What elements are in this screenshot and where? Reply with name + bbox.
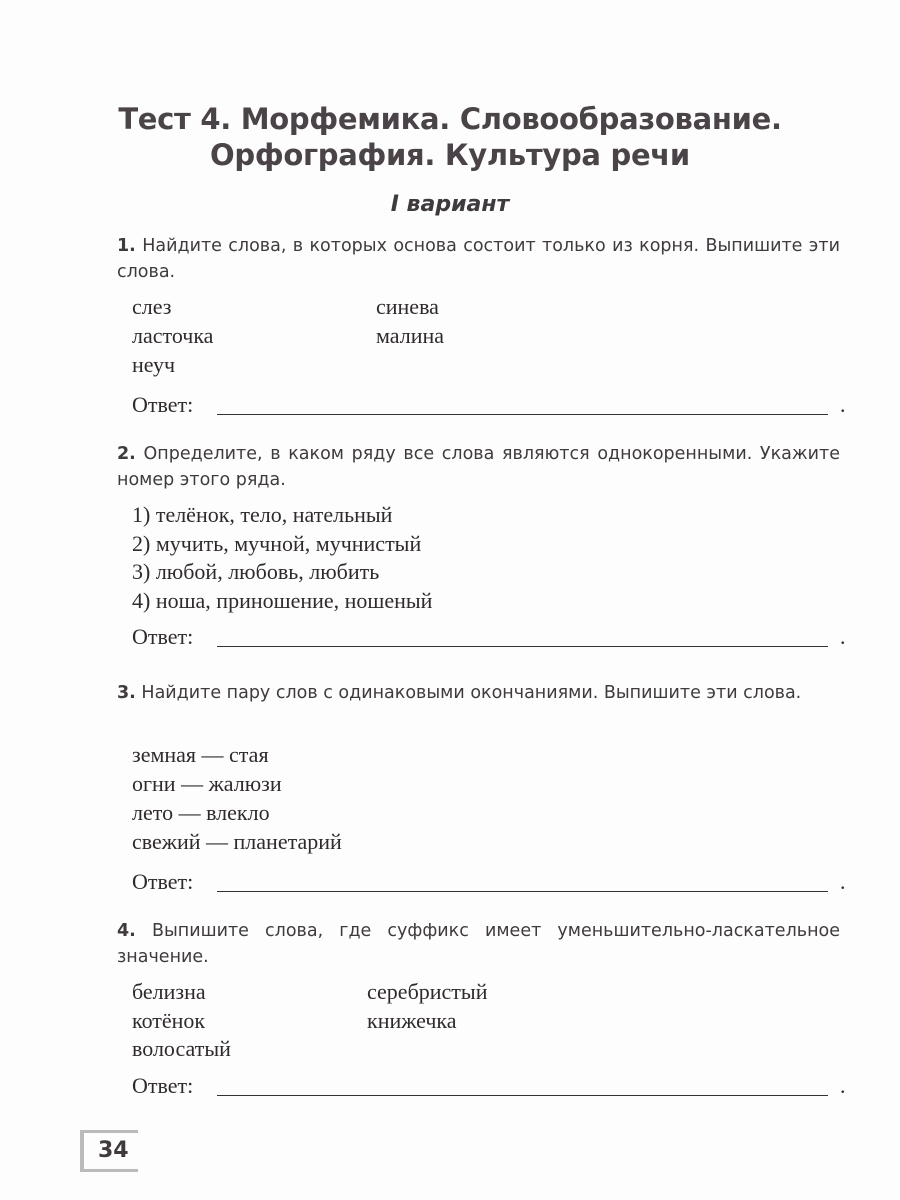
test-title-line2: Орфография. Культура речи <box>210 138 690 172</box>
answer-label: Ответ: <box>132 392 194 417</box>
word: малина <box>376 323 445 348</box>
page-number: 34 <box>80 1130 138 1172</box>
task-instruction: Выпишите слова, где суффикс имеет уменьшительно-ласкательное значение. <box>117 921 840 967</box>
answer-label: Ответ: <box>132 869 194 894</box>
word-pair: огни — жалюзи <box>132 771 282 796</box>
word: синева <box>376 294 439 319</box>
word: книжечка <box>367 1008 457 1033</box>
task-4-text <box>117 918 840 970</box>
task-2-text <box>117 441 840 493</box>
word-pair: свежий — планетарий <box>132 829 342 854</box>
variant-heading: I вариант <box>390 192 510 217</box>
word: белизна <box>132 979 206 1004</box>
word-pair: земная — стая <box>132 742 269 767</box>
option: 4) ноша, приношение, ношеный <box>132 588 433 613</box>
answer-label: Ответ: <box>132 624 194 649</box>
word: волосатый <box>132 1036 231 1061</box>
task-instruction: Определите, в каком ряду все слова являются однокоренными. Укажите номер этого ряда. <box>117 444 840 490</box>
word-pair: лето — влекло <box>132 800 270 825</box>
word: серебристый <box>367 979 488 1004</box>
word: ласточка <box>132 323 214 348</box>
word: неуч <box>132 352 176 377</box>
option: 2) мучить, мучной, мучнистый <box>132 531 422 556</box>
task-number: 3. <box>117 683 136 703</box>
answer-line[interactable] <box>217 646 828 647</box>
task-instruction: Найдите слова, в которых основа состоит только из корня. Выпишите эти слова. <box>117 236 840 282</box>
answer-field-2[interactable]: Ответ: . <box>132 624 846 649</box>
answer-line[interactable] <box>217 891 828 892</box>
test-title-line1: Тест 4. Морфемика. Словообразование. <box>118 102 782 136</box>
task-number: 2. <box>117 444 136 464</box>
task-3-text <box>117 680 840 706</box>
task-number: 1. <box>117 236 136 256</box>
option: 1) телёнок, тело, нательный <box>132 502 393 527</box>
task-number: 4. <box>117 921 136 941</box>
answer-line[interactable] <box>217 1095 828 1096</box>
word: слез <box>132 294 172 319</box>
option: 3) любой, любовь, любить <box>132 559 380 584</box>
word: котёнок <box>132 1008 206 1033</box>
answer-line[interactable] <box>217 414 828 415</box>
answer-field-1[interactable]: Ответ: . <box>132 392 846 417</box>
task-instruction: Найдите пару слов с одинаковыми окончаниями. Выпишите эти слова. <box>141 683 802 703</box>
task-1-text <box>117 233 840 285</box>
answer-field-3[interactable]: Ответ: . <box>132 869 846 894</box>
answer-field-4[interactable]: Ответ: . <box>132 1073 846 1098</box>
answer-label: Ответ: <box>132 1073 194 1098</box>
